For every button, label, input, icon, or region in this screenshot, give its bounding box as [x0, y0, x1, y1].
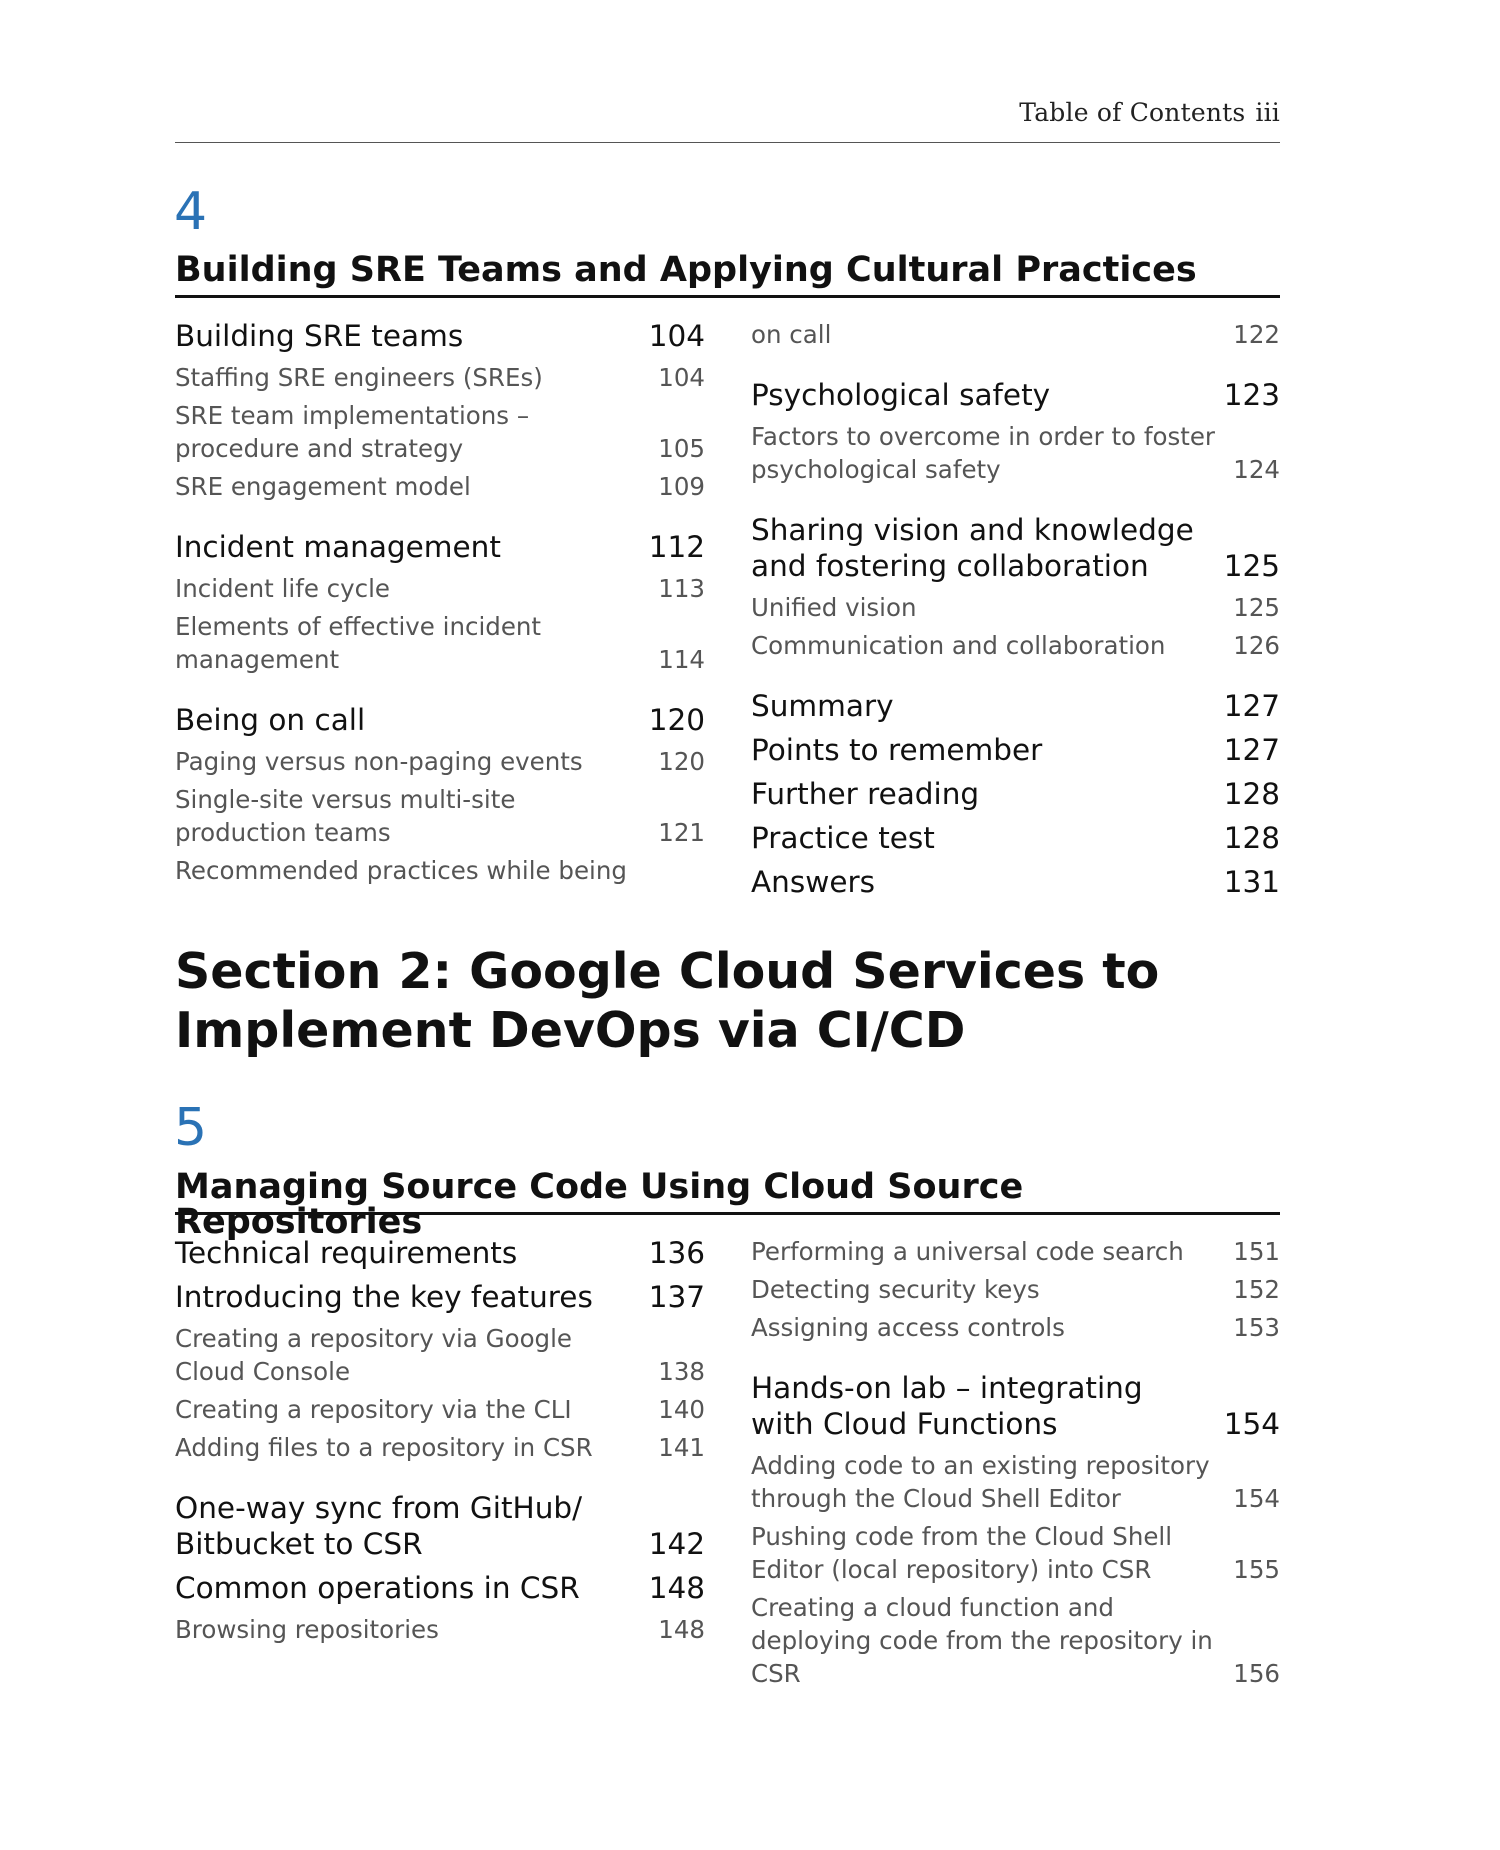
toc-entry-title: Factors to overcome in order to foster psychological safety: [751, 422, 1215, 484]
toc-subentry[interactable]: [175, 470, 705, 503]
toc-entry-title: Practice test: [751, 821, 935, 855]
chapter-4-number: 4: [174, 182, 208, 242]
chapter-4-right-column: [751, 318, 1280, 900]
toc-entry-page-number: 128: [1223, 777, 1280, 811]
toc-entry-page-number: 152: [1233, 1275, 1280, 1304]
toc-entry-title: Points to remember: [751, 733, 1043, 767]
toc-entry-title: Building SRE teams: [175, 319, 464, 353]
toc-entry-page-number: 154: [1223, 1407, 1280, 1441]
toc-subentry[interactable]: [175, 1322, 705, 1388]
toc-subentry[interactable]: [751, 1235, 1280, 1268]
toc-entry-page-number: 141: [658, 1433, 705, 1462]
toc-entry-page-number: 136: [648, 1236, 705, 1270]
toc-entry-page-number: 154: [1233, 1484, 1280, 1513]
toc-subentry[interactable]: [175, 745, 705, 778]
toc-entry-title: Pushing code from the Cloud Shell Editor (local repository) into CSR: [751, 1522, 1173, 1584]
toc-entry-page-number: 151: [1233, 1237, 1280, 1266]
toc-heading-entry[interactable]: [175, 1570, 705, 1606]
toc-subentry[interactable]: [751, 591, 1280, 624]
toc-heading-entry[interactable]: [751, 377, 1280, 413]
toc-entry-page-number: 109: [658, 472, 705, 501]
toc-entry-page-number: 105: [658, 434, 705, 463]
toc-entry-title: Communication and collaboration: [751, 631, 1166, 660]
toc-entry-page-number: 123: [1223, 378, 1280, 412]
toc-subentry[interactable]: [751, 1591, 1280, 1690]
toc-heading-entry[interactable]: [751, 820, 1280, 856]
chapter-4-rule: [175, 295, 1280, 298]
header-rule: [175, 142, 1280, 143]
toc-entry-title: Paging versus non-paging events: [175, 747, 583, 776]
toc-heading-entry[interactable]: [175, 318, 705, 354]
toc-entry-page-number: 124: [1233, 455, 1280, 484]
toc-entry-page-number: 155: [1233, 1555, 1280, 1584]
toc-heading-entry[interactable]: [751, 688, 1280, 724]
toc-entry-page-number: 112: [648, 530, 705, 564]
toc-subentry[interactable]: [751, 1520, 1280, 1586]
toc-entry-title: Single-site versus multi-site production teams: [175, 785, 516, 847]
toc-entry-title: Detecting security keys: [751, 1275, 1040, 1304]
toc-entry-title: One-way sync from GitHub/ Bitbucket to CSR: [175, 1491, 583, 1561]
toc-entry-title: Recommended practices while being: [175, 856, 627, 885]
toc-subentry[interactable]: [751, 318, 1280, 351]
toc-subentry[interactable]: [175, 1431, 705, 1464]
toc-subentry[interactable]: [175, 572, 705, 605]
toc-entry-title: Browsing repositories: [175, 1615, 439, 1644]
toc-entry-page-number: 140: [658, 1395, 705, 1424]
toc-entry-page-number: 127: [1223, 733, 1280, 767]
toc-heading-entry[interactable]: [175, 1490, 705, 1562]
toc-entry-title: Creating a repository via Google Cloud Console: [175, 1324, 572, 1386]
toc-heading-entry[interactable]: [175, 1279, 705, 1315]
toc-subentry[interactable]: [175, 783, 705, 849]
toc-entry-title: Answers: [751, 865, 876, 899]
toc-entry-title: Performing a universal code search: [751, 1237, 1184, 1266]
toc-subentry[interactable]: [751, 629, 1280, 662]
toc-entry-page-number: 104: [648, 319, 705, 353]
toc-entry-title: Psychological safety: [751, 378, 1051, 412]
toc-heading-entry[interactable]: [751, 732, 1280, 768]
toc-entry-page-number: 131: [1223, 865, 1280, 899]
toc-subentry[interactable]: [175, 854, 705, 887]
toc-entry-page-number: 125: [1223, 549, 1280, 583]
toc-heading-entry[interactable]: [175, 1235, 705, 1271]
toc-heading-entry[interactable]: [751, 776, 1280, 812]
chapter-5-number: 5: [174, 1098, 208, 1158]
toc-subentry[interactable]: [175, 1393, 705, 1426]
toc-entry-page-number: 156: [1233, 1659, 1280, 1688]
toc-entry-page-number: 153: [1233, 1313, 1280, 1342]
toc-entry-title: Summary: [751, 689, 894, 723]
toc-entry-title: Incident management: [175, 530, 501, 564]
toc-entry-title: Staffing SRE engineers (SREs): [175, 363, 543, 392]
toc-entry-title: Creating a repository via the CLI: [175, 1395, 572, 1424]
toc-entry-page-number: 125: [1233, 593, 1280, 622]
toc-entry-title: Common operations in CSR: [175, 1571, 580, 1605]
toc-heading-entry[interactable]: [751, 512, 1280, 584]
chapter-4-title: Building SRE Teams and Applying Cultural Practices: [175, 250, 1197, 290]
toc-heading-entry[interactable]: [751, 1370, 1280, 1442]
toc-subentry[interactable]: [751, 1273, 1280, 1306]
toc-entry-page-number: 120: [658, 747, 705, 776]
toc-heading-entry[interactable]: [751, 864, 1280, 900]
toc-entry-page-number: 104: [658, 363, 705, 392]
toc-heading-entry[interactable]: [175, 702, 705, 738]
toc-entry-page-number: 128: [1223, 821, 1280, 855]
chapter-5-right-column: [751, 1235, 1280, 1690]
running-head: [175, 98, 1280, 127]
toc-entry-page-number: 127: [1223, 689, 1280, 723]
toc-heading-entry[interactable]: [175, 529, 705, 565]
toc-entry-title: Adding code to an existing repository through the Cloud Shell Editor: [751, 1451, 1210, 1513]
toc-entry-page-number: 148: [658, 1615, 705, 1644]
toc-entry-title: Adding files to a repository in CSR: [175, 1433, 593, 1462]
toc-entry-title: Elements of effective incident management: [175, 612, 542, 674]
toc-entry-page-number: 142: [648, 1527, 705, 1561]
toc-subentry[interactable]: [751, 1311, 1280, 1344]
toc-entry-page-number: 148: [648, 1571, 705, 1605]
chapter-5-title: Managing Source Code Using Cloud Source Repositories: [175, 1167, 1024, 1242]
toc-entry-page-number: 122: [1233, 320, 1280, 349]
toc-subentry[interactable]: [175, 1613, 705, 1646]
toc-entry-title: Sharing vision and knowledge and fostering collaboration: [751, 513, 1194, 583]
section-2-title: Section 2: Google Cloud Services to Implement DevOps via CI/CD: [175, 943, 1160, 1059]
toc-entry-title: Creating a cloud function and deploying code from the repository in CSR: [751, 1593, 1213, 1688]
toc-entry-page-number: 114: [658, 645, 705, 674]
toc-entry-title: Technical requirements: [175, 1236, 518, 1270]
running-head-page-number: iii: [1255, 98, 1280, 127]
toc-entry-page-number: 138: [658, 1357, 705, 1386]
toc-entry-title: Hands-on lab – integrating with Cloud Functions: [751, 1371, 1143, 1441]
toc-entry-title: Incident life cycle: [175, 574, 390, 603]
toc-subentry[interactable]: [751, 420, 1280, 486]
toc-entry-title: SRE team implementations – procedure and strategy: [175, 401, 530, 463]
toc-entry-page-number: 137: [648, 1280, 705, 1314]
toc-subentry[interactable]: [175, 361, 705, 394]
toc-subentry[interactable]: [175, 399, 705, 465]
toc-entry-page-number: 126: [1233, 631, 1280, 660]
toc-entry-page-number: 113: [658, 574, 705, 603]
toc-entry-title: Unified vision: [751, 593, 917, 622]
toc-subentry[interactable]: [751, 1449, 1280, 1515]
toc-entry-page-number: 120: [648, 703, 705, 737]
chapter-4-left-column: [175, 318, 705, 887]
toc-entry-title: Introducing the key features: [175, 1280, 593, 1314]
toc-entry-title: on call: [751, 320, 832, 349]
chapter-5-left-column: [175, 1235, 705, 1646]
toc-entry-title: Being on call: [175, 703, 366, 737]
toc-entry-title: Assigning access controls: [751, 1313, 1065, 1342]
toc-entry-title: SRE engagement model: [175, 472, 471, 501]
running-head-title: Table of Contents: [1019, 98, 1246, 127]
toc-entry-page-number: 121: [658, 818, 705, 847]
chapter-5-rule: [175, 1212, 1280, 1215]
toc-subentry[interactable]: [175, 610, 705, 676]
toc-entry-title: Further reading: [751, 777, 980, 811]
